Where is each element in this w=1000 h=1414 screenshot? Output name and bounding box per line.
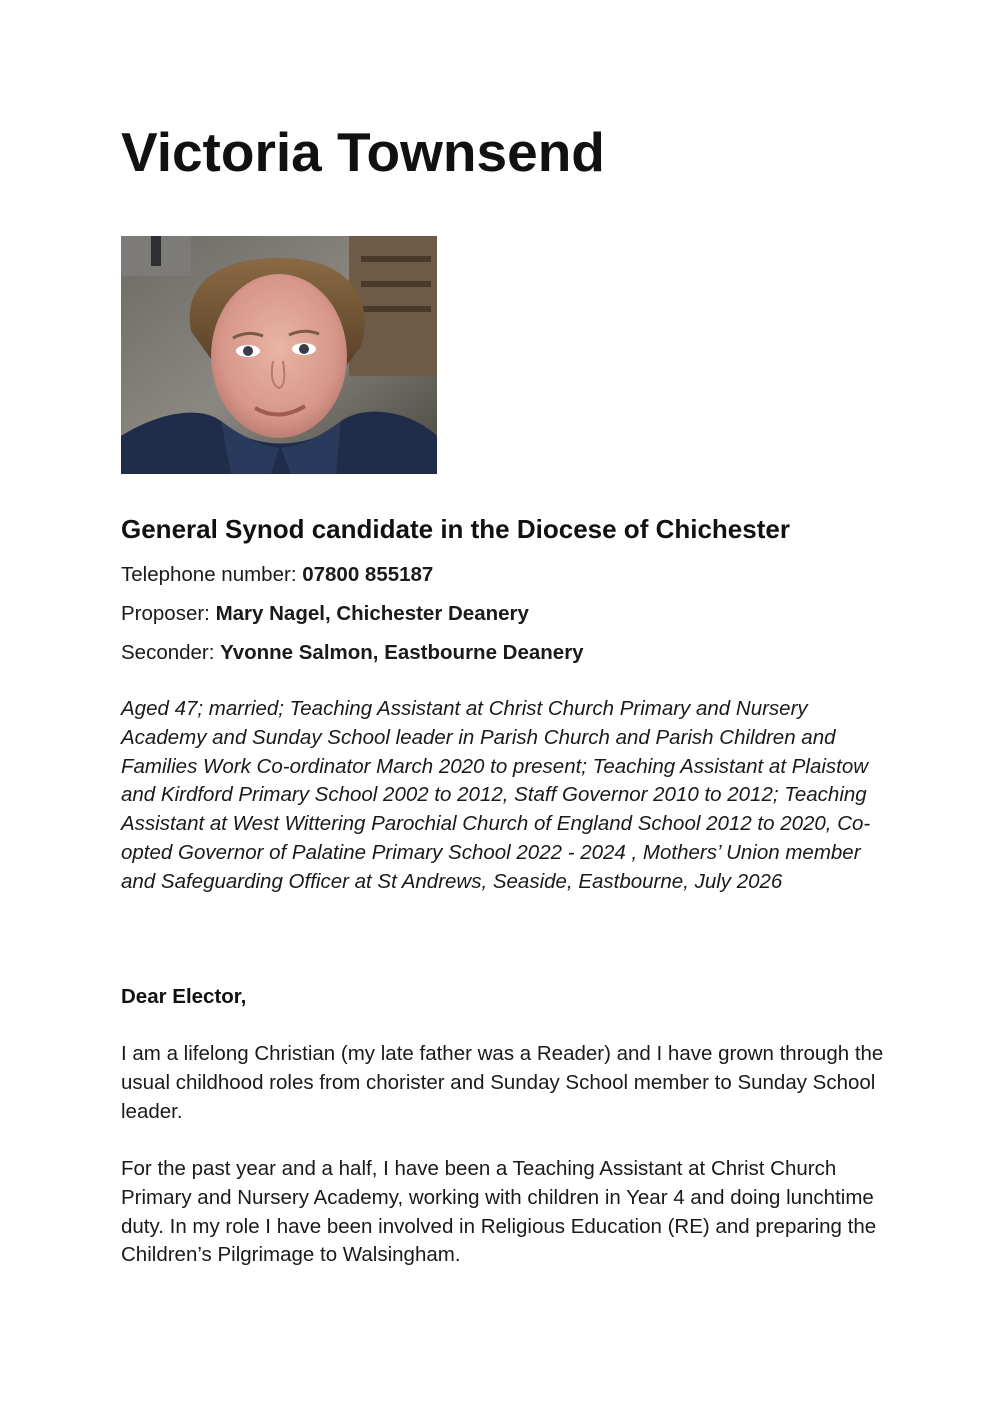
telephone-label: Telephone number: <box>121 563 303 586</box>
telephone-line <box>121 563 433 587</box>
letter-paragraph: I am a lifelong Christian (my late father was a Reader) and I have grown through the usual childhood roles from chorister and Sunday School member to Sunday School leader. <box>121 1042 884 1123</box>
candidate-biography: Aged 47; married; Teaching Assistant at Christ Church Primary and Nursery Academy and Sunday School leader in Parish Church and Parish Children and Families Work Co-ordinator March 2020 to present; Teaching Assistant at Plaistow and Kirdford Primary School 2002 to 2012, Staff Governor 2010 to 2012; Teaching Assistant at West Wittering Parochial Church of England School 2012 to 2020, Co-opted Governor of Palatine Primary School 2022 - 2024 , Mothers’ Union member and Safeguarding Officer at St Andrews, Seaside, Eastbourne, July 2026 <box>121 697 871 893</box>
candidate-photo <box>121 236 437 474</box>
letter-paragraph: For the past year and a half, I have been a Teaching Assistant at Christ Church Primary and Nursery Academy, working with children in Year 4 and doing lunchtime duty. In my role I have been involved in Religious Education (RE) and preparing the Children’s Pilgrimage to Walsingham. <box>121 1157 877 1267</box>
seconder-name: Yvonne Salmon, Eastbourne Deanery <box>220 641 584 664</box>
proposer-line <box>121 602 529 626</box>
seconder-label: Seconder: <box>121 641 221 664</box>
proposer-name: Mary Nagel, Chichester Deanery <box>215 602 529 625</box>
candidacy-heading: General Synod candidate in the Diocese of Chichester <box>121 514 790 544</box>
telephone-number: 07800 855187 <box>302 563 434 586</box>
seconder-line <box>121 641 584 665</box>
salutation: Dear Elector, <box>121 985 247 1008</box>
proposer-label: Proposer: <box>121 602 216 625</box>
candidate-name: Victoria Townsend <box>121 121 605 183</box>
